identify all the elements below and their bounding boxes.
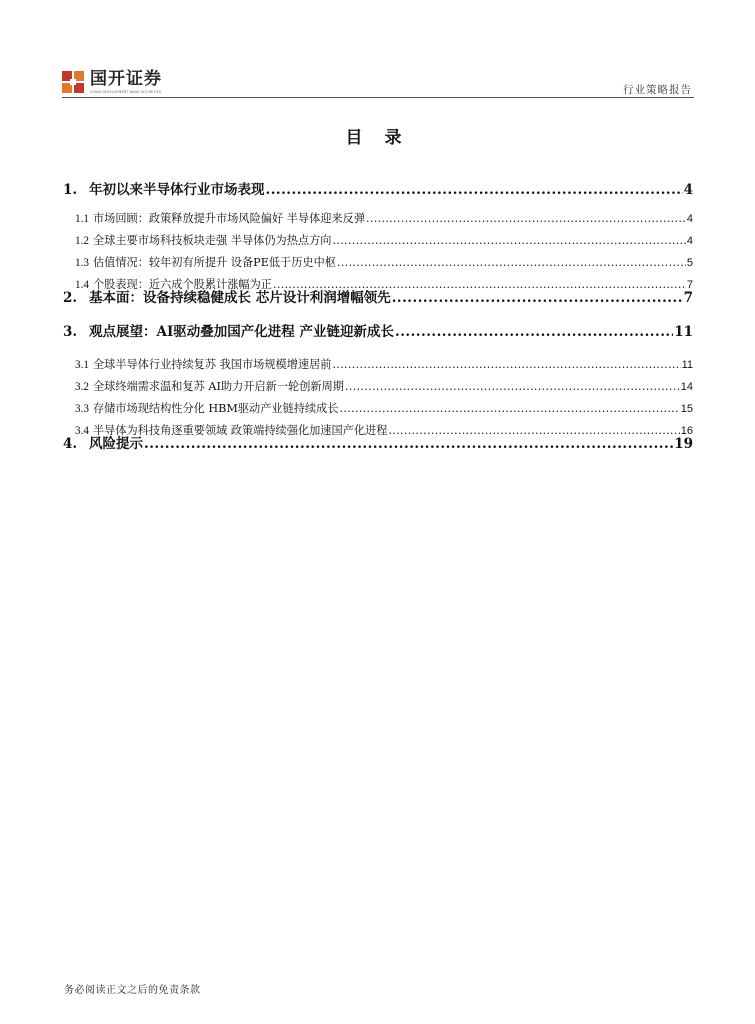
toc-section-entry[interactable] — [75, 232, 693, 248]
toc-entry-title: 全球终端需求温和复苏 AI助力开启新一轮创新周期 — [92, 380, 344, 393]
toc-entry-number: 1.2 — [75, 235, 89, 247]
page-header — [62, 66, 694, 98]
toc-entry-page: 7 — [686, 279, 693, 291]
toc-entry-title: 基本面：设备持续稳健成长 芯片设计利润增幅领先 — [89, 290, 391, 306]
footer-disclaimer: 务必阅读正文之后的免责条款 — [64, 985, 201, 996]
toc-entry-leader — [337, 256, 686, 269]
toc-title: 目 录 — [345, 128, 410, 148]
toc-entry-leader — [332, 358, 680, 371]
report-type-label: 行业策略报告 — [623, 84, 692, 96]
toc-chapter-entry[interactable] — [63, 286, 693, 306]
header-divider — [62, 97, 694, 98]
toc-chapter-entry[interactable] — [63, 320, 693, 340]
company-name-en: CHINA DEVELOPMENT BANK SECURITIES — [90, 90, 162, 94]
toc-entry-number: 3.4 — [75, 425, 89, 437]
toc-entry-page: 4 — [686, 213, 693, 225]
toc-section-entry[interactable] — [75, 356, 693, 372]
company-logo — [62, 69, 222, 97]
toc-entry-title: 观点展望：AI驱动叠加国产化进程 产业链迎新成长 — [89, 324, 394, 340]
toc-entry-title: 存储市场现结构性分化 HBM驱动产业链持续成长 — [92, 402, 339, 415]
toc-entry-page: 11 — [674, 324, 693, 340]
toc-entry-page: 15 — [680, 403, 693, 415]
toc-entry-page: 5 — [686, 257, 693, 269]
toc-section-entry[interactable] — [75, 254, 693, 270]
toc-entry-title: 估值情况：较年初有所提升 设备PE低于历史中枢 — [92, 256, 336, 269]
toc-entry-title: 全球主要市场科技板块走强 半导体仍为热点方向 — [92, 234, 332, 247]
toc-entry-leader — [144, 436, 673, 452]
toc-entry-page: 19 — [674, 436, 693, 452]
toc-entry-number: 4. — [63, 436, 78, 452]
toc-entry-number: 1.1 — [75, 213, 89, 225]
toc-entry-title: 个股表现：近六成个股累计涨幅为正 — [92, 278, 272, 291]
toc-entry-number: 2. — [63, 290, 78, 306]
toc-entry-page: 14 — [680, 381, 693, 393]
toc-entry-number: 1.3 — [75, 257, 89, 269]
toc-section-entry[interactable] — [75, 378, 693, 394]
company-name: 国开证券 — [90, 69, 162, 89]
toc-entry-number: 3. — [63, 324, 78, 340]
toc-entry-page: 4 — [683, 182, 693, 198]
toc-chapter-entry[interactable] — [63, 432, 693, 452]
toc-entry-number: 1. — [63, 182, 78, 198]
toc-entry-number: 3.1 — [75, 359, 89, 371]
logo-mark-icon — [62, 71, 84, 93]
toc-entry-title: 市场回顾：政策释放提升市场风险偏好 半导体迎来反弹 — [92, 212, 366, 225]
toc-entry-leader — [392, 290, 683, 306]
toc-entry-number: 3.3 — [75, 403, 89, 415]
toc-entry-number: 1.4 — [75, 279, 89, 291]
toc-entry-page: 11 — [681, 359, 693, 371]
toc-entry-title: 全球半导体行业持续复苏 我国市场规模增速居前 — [92, 358, 332, 371]
toc-entry-leader — [340, 402, 680, 415]
toc-entry-number: 3.2 — [75, 381, 89, 393]
toc-entry-title: 半导体为科技角逐重要领域 政策端持续强化加速国产化进程 — [92, 424, 388, 437]
toc-entry-title: 年初以来半导体行业市场表现 — [89, 182, 265, 198]
toc-chapter-entry[interactable] — [63, 178, 693, 198]
toc-entry-leader — [332, 234, 685, 247]
toc-entry-leader — [395, 324, 673, 340]
toc-entry-page: 7 — [683, 290, 693, 306]
toc-section-entry[interactable] — [75, 210, 693, 226]
toc-entry-page: 16 — [680, 425, 693, 437]
toc-entry-page: 4 — [686, 235, 693, 247]
toc-entry-leader — [345, 380, 680, 393]
toc-entry-title: 风险提示 — [89, 436, 143, 452]
toc-entry-leader — [366, 212, 686, 225]
toc-section-entry[interactable] — [75, 400, 693, 416]
toc-entry-leader — [266, 182, 683, 198]
